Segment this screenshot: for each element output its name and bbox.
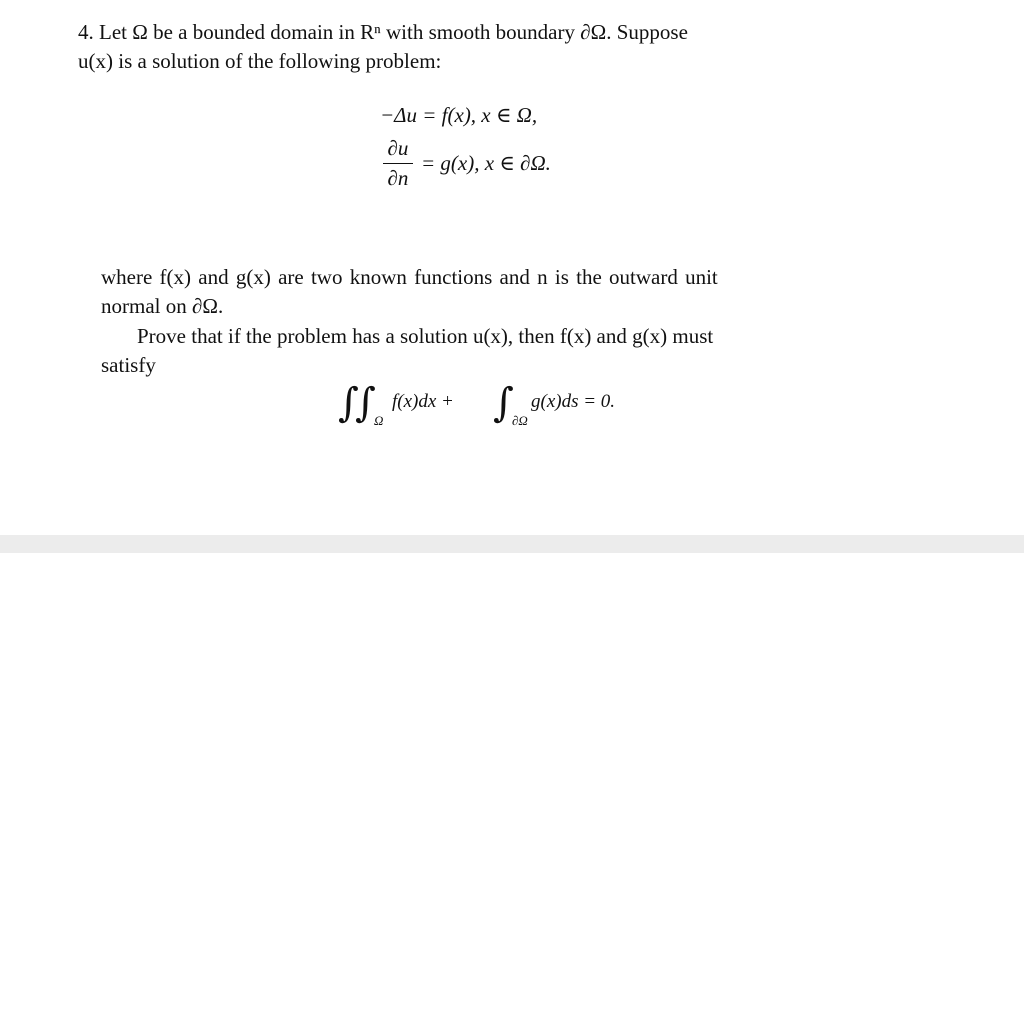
integral-domain-subscript: Ω [374,413,384,428]
boundary-integral-sign: ∫ [493,380,514,426]
double-integral-sign-1: ∫ [338,380,359,426]
where-line-2: normal on ∂Ω. [101,294,224,318]
where-line-1: where f(x) and g(x) are two known functions and n is the outward unit [101,265,718,289]
problem-number: 4. [78,20,94,44]
integral-boundary-subscript: ∂Ω [512,413,528,428]
double-integral-sign-2: ∫ [355,380,376,426]
equation-laplace-text: −Δu = f(x), x ∈ Ω, [380,103,538,127]
prove-line-1: Prove that if the problem has a solution u(x), then f(x) and g(x) must [137,324,714,348]
fraction-denominator: ∂n [387,166,409,190]
problem-line-1-text: Let Ω be a bounded domain in Rⁿ with smooth boundary ∂Ω. Suppose [99,20,688,44]
boundary-term: g(x)ds = 0. [531,391,616,412]
blank-area [0,553,1024,1009]
problem-intro-line-1 [78,22,688,43]
equation-laplace [380,103,537,128]
equation-neumann [383,136,623,196]
fraction-numerator: ∂u [387,136,409,160]
problem-intro-line-2: u(x) is a solution of the following problem: [78,49,442,73]
integral-identity [338,381,668,431]
normal-derivative-fraction [383,136,413,191]
section-divider [0,535,1024,553]
prove-line-2: satisfy [101,353,156,377]
fraction-bar [383,163,413,164]
equation-neumann-rhs: = g(x), x ∈ ∂Ω. [421,151,551,175]
volume-term: f(x)dx + [392,391,454,412]
